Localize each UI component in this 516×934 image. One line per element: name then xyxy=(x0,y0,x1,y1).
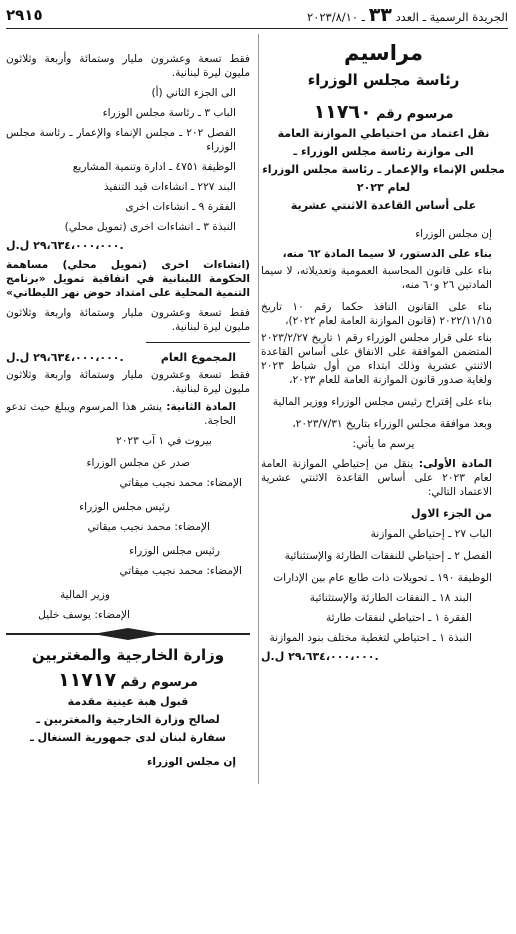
amount-line: ٢٩،٦٣٤،٠٠٠،٠٠٠ ل.ل. xyxy=(261,650,379,663)
decree-number: مرسوم رقم ١١٧٦٠ xyxy=(313,101,454,123)
decree-subject: قبول هبة عينية مقدمة لصالح وزارة الخارجية والمغتربين ـ سفارة لبنان لدى جمهورية السنغال ـ xyxy=(30,695,226,744)
budget-item: النبذة ١ ـ احتياطي لتغطية مختلف بنود الموازنة xyxy=(269,632,472,644)
signature-line: الإمضاء: محمد نجيب ميقاتي xyxy=(87,521,210,533)
part-heading: من الجزء الاول xyxy=(410,507,492,520)
budget-item: الوظيفة ١٩٠ ـ تحويلات ذات طابع عام بين الإدارات xyxy=(273,572,492,584)
budget-item: الفصل ٢٠٢ ـ مجلس الإنماء والإعمار ـ رئاسة مجلس الوزراء xyxy=(6,127,236,153)
ministry-heading: وزارة الخارجية والمغتربين xyxy=(31,646,225,664)
paragraph: بناء على الدستور، لا سيما المادة ٦٢ منه، xyxy=(282,248,492,260)
running-title xyxy=(307,4,508,26)
decree-subject: نقل اعتماد من احتياطي الموازنة العامة الى موازنة رئاسة مجلس الوزراء ـ مجلس الإنماء والإعمار ـ رئاسة مجلس الوزراء لعام ٢٠٢٣ على أساس القاعدة الاثنتي عشرية xyxy=(262,127,505,212)
paragraph: بناء على إقتراح رئيس مجلس الوزراء ووزير المالية xyxy=(272,396,492,408)
budget-item: الفقرة ٩ ـ انشاءات اخرى xyxy=(125,201,236,213)
paragraph: بناء على قرار مجلس الوزراء رقم ١ تاريخ ٢٠٢٣/٢/٢٧ المتضمن الموافقة على الانفاق على أساس القاعدة الاثنتي عشرية وذلك ابتداء من أول شباط ٢٠٢٣ ولغاية صدور قانون الموازنة العامة للعام ٢٠٢٣، xyxy=(261,332,492,386)
page-header xyxy=(6,2,508,29)
budget-item: الفقرة ١ ـ احتياطي لنفقات طارئة xyxy=(325,612,472,624)
total-divider xyxy=(146,342,250,343)
paragraph: إن مجلس الوزراء xyxy=(146,756,236,768)
article-1: المادة الأولى: ينقل من إحتياطي الموازنة العامة لعام ٢٠٢٣ على أساس القاعدة الاثنتي عشرية الاعتماد التالي: xyxy=(261,458,493,498)
amount-in-words: فقط تسعة وعشرون مليار وستمائة واربعة وثلاثون مليون ليرة لبنانية. xyxy=(6,307,250,333)
section-ornament xyxy=(6,628,250,640)
signature-line: الإمضاء: محمد نجيب ميقاتي xyxy=(119,565,242,577)
left-column xyxy=(6,34,250,930)
signature-line: الإمضاء: يوسف خليل xyxy=(38,609,130,621)
budget-item: الباب ٢٧ ـ إحتياطي الموازنة xyxy=(370,528,492,540)
right-column xyxy=(261,34,506,930)
paragraph: يرسم ما يأتي: xyxy=(352,438,415,450)
place-date: بيروت في ١ آب ٢٠٢٣ xyxy=(116,435,212,447)
budget-item: البند ٢٢٧ ـ انشاءات قيد التنفيذ xyxy=(103,181,236,193)
part-heading: الى الجزء الثاني (أ) xyxy=(151,87,236,99)
issue-number: ٣٣ xyxy=(368,4,392,26)
issue-date: ـ ٢٠٢٣/٨/١٠ xyxy=(307,10,366,24)
amount-in-words: فقط تسعة وعشرون مليار وستمائة واربعة وثلاثون مليون ليرة لبنانية. xyxy=(6,369,250,395)
total-currency: ل.ل. xyxy=(6,351,124,364)
gazette-name: الجريدة الرسمية ـ العدد xyxy=(395,10,508,24)
paragraph: وبعد موافقة مجلس الوزراء بتاريخ ٢٠٢٣/٧/٣١، xyxy=(292,418,492,430)
page-number: ٢٩١٥ xyxy=(6,6,43,24)
signature-line: رئيس مجلس الوزراء xyxy=(129,545,220,557)
budget-item: الباب ٣ ـ رئاسة مجلس الوزراء xyxy=(102,107,236,119)
grand-total xyxy=(6,351,250,364)
amount-in-words: فقط تسعة وعشرون مليار وستمائة وأربعة وثلاثون مليون ليرة لبنانية. xyxy=(6,53,250,79)
decree-number: مرسوم رقم ١١٧١٧ xyxy=(58,669,198,691)
article-2: المادة الثانية: ينشر هذا المرسوم ويبلغ حيث تدعو الحاجة. xyxy=(6,401,236,427)
signature-line: صدر عن مجلس الوزراء xyxy=(86,457,190,469)
signature-line: الإمضاء: محمد نجيب ميقاتي xyxy=(119,477,242,489)
budget-item: الفصل ٢ ـ إحتياطي للنفقات الطارئة والإستثنائية xyxy=(284,550,492,562)
paragraph: بناء على القانون النافذ حكما رقم ١٠ تاريخ ٢٠٢٢/١١/١٥ (قانون الموازنة العامة لعام ٢٠٢٢)، xyxy=(261,301,492,327)
signature-line: وزير المالية xyxy=(59,589,110,601)
budget-item: الوظيفة ٤٧٥١ ـ ادارة وتنمية المشاريع xyxy=(72,161,236,173)
paragraph: بناء على قانون المحاسبة العمومية وتعديلاته، لا سيما المادتين ٢٦ و٦٠ منه، xyxy=(261,265,492,291)
column-divider xyxy=(258,34,259,784)
amount-line: ٢٩،٦٣٤،٠٠٠،٠٠٠ ل.ل. xyxy=(6,239,124,252)
section-heading: مراسيم xyxy=(344,41,423,65)
signature-line: رئيس مجلس الوزراء xyxy=(79,501,170,513)
total-value: ٢٩،٦٣٤،٠٠٠،٠٠٠ xyxy=(33,351,120,364)
total-label: المجموع العام xyxy=(160,351,236,364)
paragraph: إن مجلس الوزراء xyxy=(415,228,492,240)
budget-item: البند ١٨ ـ النفقات الطارئة والإستثنائية xyxy=(309,592,472,604)
project-description: (انشاءات اخرى (تمويل محلي) مساهمة الحكومة اللبنانية في اتفاقية تمويل «برنامج التنمية المحلية على امتداد حوض نهر الليطاني» xyxy=(6,259,250,299)
authority-heading: رئاسة مجلس الوزراء xyxy=(307,71,460,89)
budget-item: النبذة ٣ ـ انشاءات اخرى (تمويل محلي) xyxy=(64,221,236,233)
